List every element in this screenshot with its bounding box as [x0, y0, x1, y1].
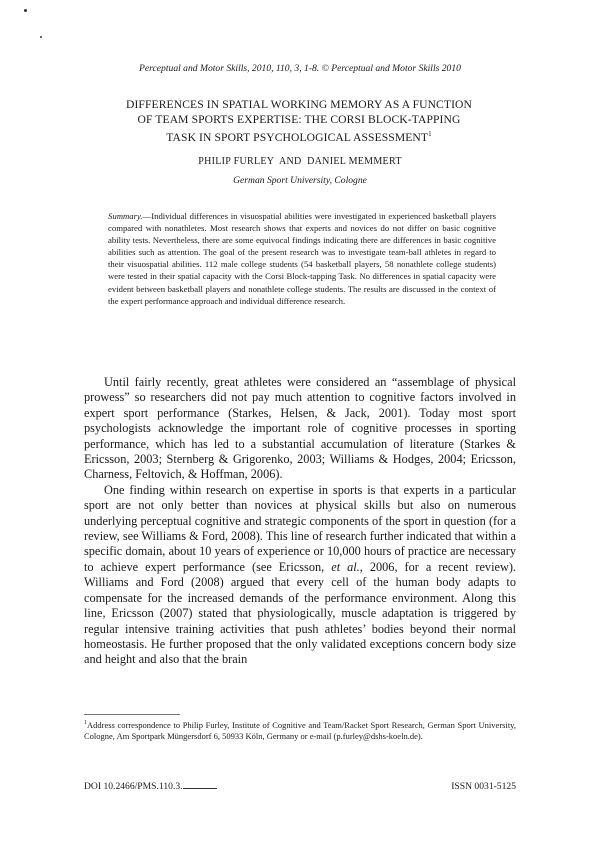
issn: ISSN 0031-5125: [451, 781, 516, 792]
doi-text: DOI 10.2466/PMS.110.3.: [84, 781, 183, 792]
abstract-label: Summary.: [108, 211, 143, 221]
et-al-italic: et al.: [331, 559, 360, 574]
paragraph-2: One finding within research on expertise in sports is that experts in a particular sport are not only better than novices at physical skills but also on numerous underlying perceptual cognitive and strategic components of the sport in question (for a review, see Williams & Ford, 2008). This line of research further indicated that within a specific domain, about 10 years of experience or 10,000 hours of practice are necessary to achieve expert performance (see Ericsson, et al., 2006, for a recent review). Williams and Ford (2008) argued that every cell of the human body adapts to compensate for the increased demands of the performance environment. Along this line, Ericsson (2007) stated that physiologically, muscle adaptation is triggered by regular intensive training activities that push athletes’ bodies beyond their normal homeostasis. He further proposed that the only validated exceptions concern body size and height and also that the brain: [84, 482, 516, 667]
title-line-1: DIFFERENCES IN SPATIAL WORKING MEMORY AS A FUNCTION: [126, 98, 472, 111]
title-line-3: TASK IN SPORT PSYCHOLOGICAL ASSESSMENT$^1$: [166, 130, 432, 144]
doi-line: [84, 781, 217, 792]
footnote: [84, 718, 516, 743]
paragraph-1: Until fairly recently, great athletes were considered an “assemblage of physical prowess” so researchers did not pay much attention to cognitive factors involved in expert sport performance (Starkes, Helsen, & Jack, 2001). Today most sport psychologists acknowledge the important role of cognitive processes in sporting performance, which has led to a substantial accumulation of literature (Starkes & Ericsson, 2003; Sternberg & Grigorenko, 2003; Williams & Hodges, 2004; Ericsson, Charness, Feltovich, & Hoffman, 2006).: [84, 375, 516, 482]
title-line-2: OF TEAM SPORTS EXPERTISE: THE CORSI BLOCK-TAPPING: [137, 113, 461, 126]
title-footnote-mark: 1: [428, 130, 432, 138]
abstract-text: —Individual differences in visuospatial abilities were investigated in experienced basketball players compared with nonathletes. Most research shows that experts and novices do not differ on basic cognitive ability tests. Nevertheless, there are some equivocal findings indicating there are differences in basic cognitive abilities such as attention. The goal of the present research was to investigate team-ball athletes in regard to their visuospatial abilities. 112 male college students (54 basketball players, 58 nonathlete college students) were tested in their spatial capacity with the Corsi Block-tapping Task. No differences in spatial capacity were evident between basketball players and nonathlete college students. The results are discussed in the context of the expert performance approach and individual difference research.: [108, 211, 496, 306]
footnote-divider: [84, 714, 180, 715]
author-names: PHILIP FURLEY AND DANIEL MEMMERT: [198, 156, 402, 167]
author-affiliation: German Sport University, Cologne: [233, 175, 367, 186]
doi-blank-rule: [183, 788, 217, 789]
article-title: [66, 97, 532, 145]
footnote-mark: 1: [84, 720, 87, 726]
scan-speck: [40, 36, 42, 38]
abstract: [108, 210, 496, 307]
scan-speck: [24, 9, 27, 12]
running-head: Perceptual and Motor Skills, 2010, 110, 3, 1-8. © Perceptual and Motor Skills 2010: [139, 63, 461, 74]
body-text: [84, 375, 516, 668]
footnote-text: Address correspondence to Philip Furley, Institute of Cognitive and Team/Racket Sport Research, German Sport University, Cologne, Am Sportpark Müngersdorf 6, 50933 Köln, Germany or e-mail (p.furley@dshs-koeln.de).: [84, 719, 516, 742]
